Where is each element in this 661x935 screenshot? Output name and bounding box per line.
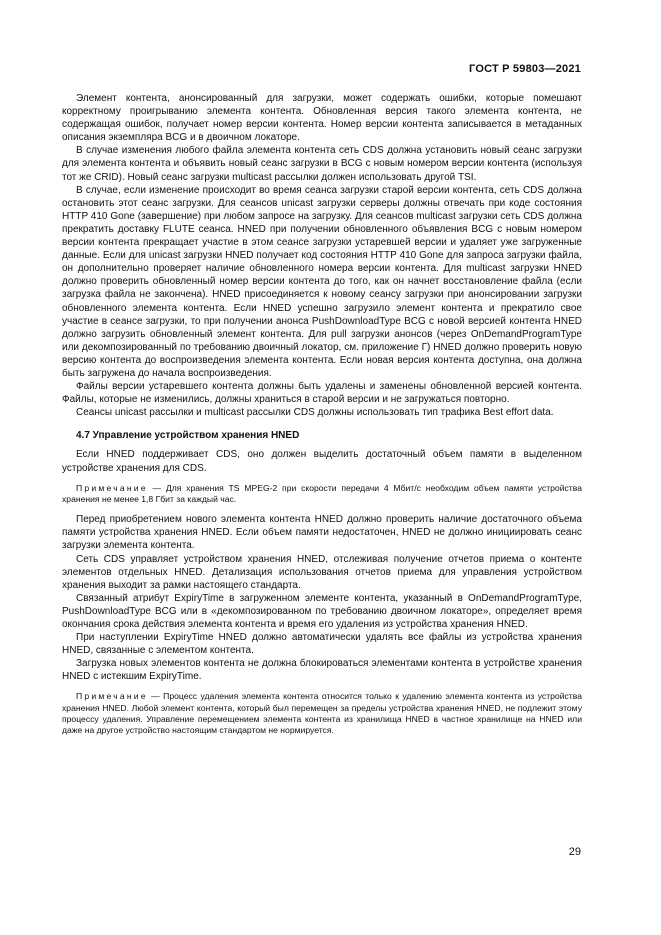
- paragraph: Если HNED поддерживает CDS, оно должен выделить достаточный объем памяти в выделенном устройстве хранения для CDS.: [62, 449, 582, 474]
- paragraph: Связанный атрибут ExpiryTime в загруженном элементе контента, указанный в OnDemandProgramType, PushDownloadType BCG или в «декомпозированном по требованию двоичном локаторе», определяет время окончания срока действия элемента контента и время его удаления из устройства хранения HNED.: [62, 592, 582, 630]
- note: [62, 691, 582, 736]
- section-heading: 4.7 Управление устройством хранения HNED: [76, 430, 300, 442]
- paragraph: Перед приобретением нового элемента контента HNED должно проверить наличие достаточного объема памяти устройства хранения HNED. Если объем памяти недостаточен, HNED не должно инициировать сеанс загрузки элемента контента.: [62, 514, 582, 552]
- note-label: Примечание: [76, 691, 148, 702]
- paragraph: При наступлении ExpiryTime HNED должно автоматически удалять все файлы из устройства хранения HNED, связанные с элементом контента.: [62, 632, 582, 657]
- paragraph: Загрузка новых элементов контента не должна блокироваться элементами контента в устройстве хранения HNED с истекшим ExpiryTime.: [62, 658, 582, 683]
- page-content: [62, 92, 582, 745]
- paragraph: Элемент контента, анонсированный для загрузки, может содержать ошибки, которые помешают корректному проигрыванию элемента контента. Обновленная версия такого элемента контента, не содержащая ошибок, получает номер версии контента. Номер версии контента записывается в метаданных описания экземпляра BCG и в двоичном локаторе.: [62, 93, 582, 144]
- note-label: Примечание: [76, 482, 148, 493]
- note-text: — Процесс удаления элемента контента относится только к удалению элемента контента из устройства хранения HNED. Любой элемент контента, который был перемещен за пределы устройства хранения HNED, не подлежит этому процессу удаления. Управление перемещением элемента контента из хранилища HNED в частное хранилище на HNED или даже на другое устройство настоящим стандартом не нормируется.: [62, 691, 582, 736]
- paragraph: Сеансы unicast рассылки и multicast рассылки CDS должны использовать тип трафика Best effort data.: [76, 407, 554, 419]
- note: [62, 483, 582, 506]
- document-header: ГОСТ Р 59803—2021: [469, 63, 581, 75]
- paragraph: Сеть CDS управляет устройством хранения HNED, отслеживая получение отчетов приема о контенте элементов отдельных HNED. Детализация использования отчетов приема для управления устройством хранения выходит за рамки настоящего стандарта.: [62, 553, 582, 591]
- note-text: — Для хранения TS MPEG-2 при скорости передачи 4 Мбит/с необходим объем памяти устройства хранения не менее 1,8 Гбит за каждый час.: [62, 482, 582, 504]
- paragraph: В случае, если изменение происходит во время сеанса загрузки старой версии контента, сеть CDS должна остановить этот сеанс загрузки. Для сеансов unicast загрузки серверы должны отвечать при коде состояния HTTP 410 Gone (завершение) при любом запросе на загрузку. Для сеансов multicast загрузки сеть CDS должна прекратить доставку FLUTE сеанса. HNED при получении обновленного объявления BCG с новым номером версии контента прекращает участие в этом сеансе загрузки устаревшей версии и удаляет уже загруженные данные. Если для unicast загрузки HNED получает код состояния HTTP 410 Gone для запроса загрузки файла, он дополнительно проверяет наличие обновленного номера версии контента. Для multicast загрузки HNED должно проверить обновленный номер версии контента до того, как он начнет восстановление файла (если загрузка файла не закончена). HNED присоединяется к новому сеансу загрузки при анонсировании загрузки обновленного элемента контента. Если HNED успешно загрузило элемент контента и прекратило свое участие в сеансе загрузки, то при получении анонса PushDownloadType BCG с новой версией контента HNED должно загрузить обновленный элемент контента. Для pull загрузки анонсов (через OnDemandProgramType или декомпозированный по требованию двоичный локатор, см. приложение Г) HNED должно проверить новую версию контента до воспроизведения элемента контента. Если новая версия контента доступна, она должна быть загружена до начала воспроизведения.: [62, 184, 582, 379]
- paragraph: В случае изменения любого файла элемента контента сеть CDS должна установить новый сеанс загрузки для элемента контента и объявить новый сеанс загрузки в BCG с новым номером версии контента (используя тот же CRID). Новый сеанс загрузки multicast рассылки должен использовать другой TSI.: [62, 145, 582, 183]
- page-number: 29: [568, 846, 581, 858]
- paragraph: Файлы версии устаревшего контента должны быть удалены и заменены обновленной версией контента. Файлы, которые не изменились, должны храниться в старой версии и не загружаться повторно.: [62, 381, 582, 406]
